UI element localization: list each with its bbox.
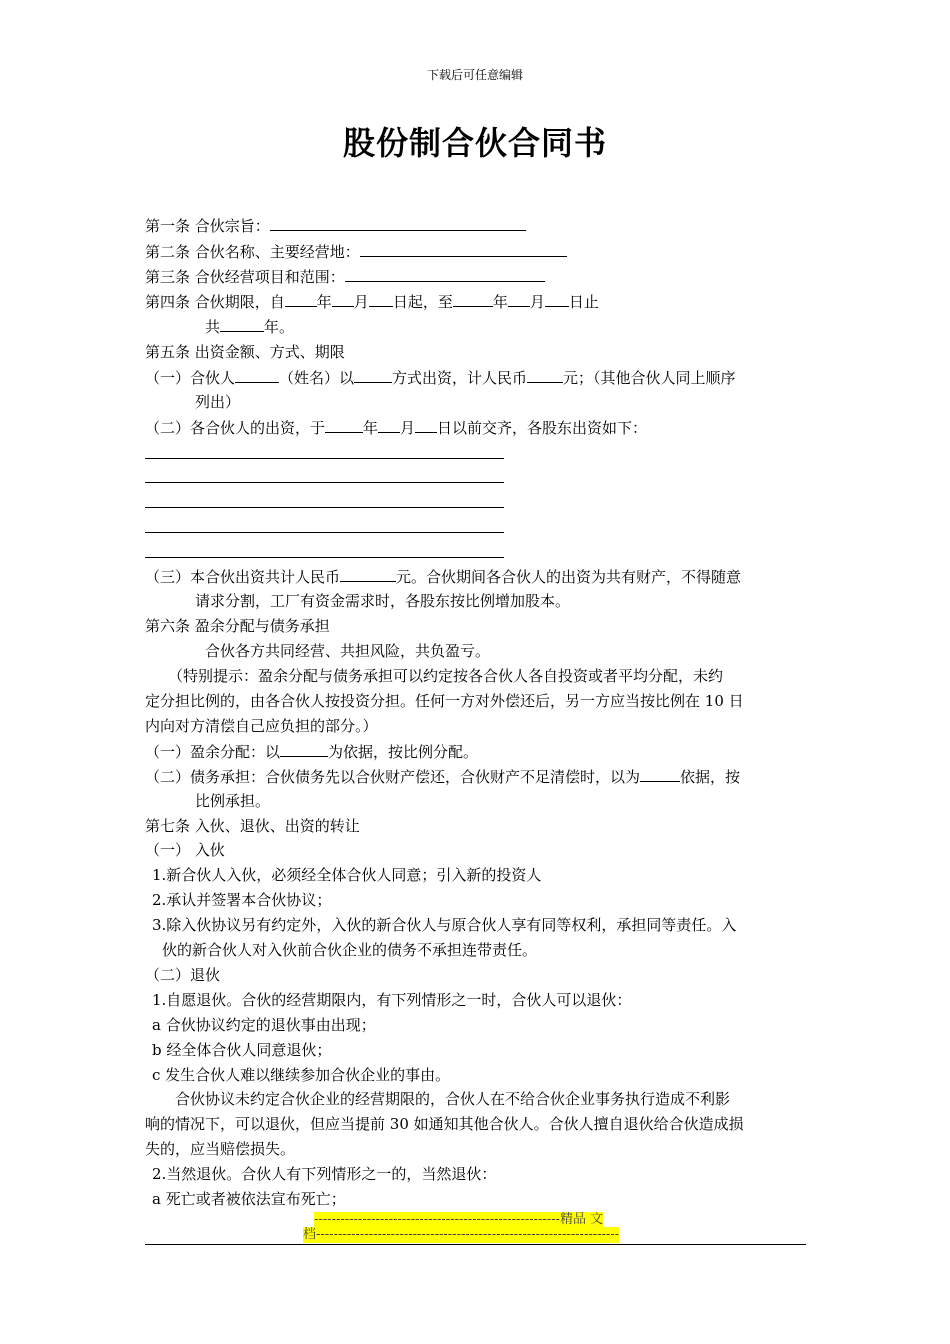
blank-field [285, 291, 317, 307]
text: 月 [400, 419, 416, 437]
list-item: 3.除入伙协议另有约定外，入伙的新合伙人与原合伙人享有同等权利，承担同等责任。入 [152, 916, 737, 934]
blank-field [345, 266, 545, 282]
text: 为依据，按比例分配。 [328, 743, 479, 761]
paragraph: 合伙协议未约定合伙企业的经营期限的，合伙人在不给合伙企业事务执行造成不利影 [175, 1090, 731, 1108]
text: 日止 [568, 293, 599, 311]
page-header: 下载后可任意编辑 [426, 68, 523, 82]
fill-line [145, 458, 504, 459]
text: 元。合伙期间各合伙人的出资为共有财产，不得随意 [396, 568, 742, 586]
text: （姓名）以 [279, 369, 355, 387]
footer-divider [145, 1244, 806, 1245]
article-5-item-2 [145, 417, 647, 438]
blank-field [640, 766, 680, 782]
list-item: a 合伙协议约定的退伙事由出现； [152, 1016, 376, 1034]
blank-field [369, 291, 393, 307]
list-item: 2.承认并签署本合伙协议； [152, 891, 332, 909]
article-3-text: 第三条 合伙经营项目和范围： [145, 268, 345, 286]
blank-field [415, 417, 437, 433]
footer-watermark-line-2: 档--------------------------------------------------------------------- [303, 1227, 620, 1242]
article-7: 第七条 入伙、退伙、出资的转让 [145, 817, 360, 835]
list-item: 1.自愿退伙。合伙的经营期限内，有下列情形之一时，合伙人可以退伙： [152, 991, 632, 1009]
text: 日起，至 [392, 293, 453, 311]
text: 第四条 合伙期限，自 [145, 293, 285, 311]
article-3 [145, 266, 545, 287]
blank-field [325, 417, 363, 433]
article-6-para: 合伙各方共同经营、共担风险，共负盈亏。 [205, 642, 491, 660]
text: 月 [353, 293, 369, 311]
fill-line [145, 557, 504, 558]
blank-field [360, 241, 567, 257]
text: 年 [363, 419, 379, 437]
text: （一）合伙人 [145, 369, 236, 387]
footer-watermark-line-1: --------------------------------------------------------精品 文 [314, 1212, 604, 1227]
article-5: 第五条 出资金额、方式、期限 [145, 343, 345, 361]
article-6-item-2 [145, 766, 740, 787]
text: （三）本合伙出资共计人民币 [145, 568, 341, 586]
blank-field [527, 367, 563, 383]
list-item: b 经全体合伙人同意退伙； [152, 1041, 332, 1059]
fill-line [145, 482, 504, 483]
article-4-total [205, 316, 294, 337]
text: 年。 [264, 318, 295, 336]
list-item: 1.新合伙人入伙，必须经全体合伙人同意；引入新的投资人 [152, 866, 542, 884]
blank-field [220, 316, 264, 332]
text: 方式出资，计人民币 [392, 369, 528, 387]
blank-field [235, 367, 279, 383]
blank-field [354, 367, 392, 383]
article-6: 第六条 盈余分配与债务承担 [145, 617, 330, 635]
blank-field [545, 291, 569, 307]
article-6-note: 定分担比例的，由各合伙人按投资分担。任何一方对外偿还后，另一方应当按比例在 10 日 [145, 692, 744, 710]
fill-line [145, 507, 504, 508]
article-5-item-3-cont: 请求分割，工厂有资金需求时，各股东按比例增加股本。 [195, 592, 571, 610]
blank-field [453, 291, 493, 307]
text: 月 [529, 293, 545, 311]
blank-field [270, 215, 526, 231]
list-item-cont: 伙的新合伙人对入伙前合伙企业的债务不承担连带责任。 [162, 941, 538, 959]
fill-line [145, 532, 504, 533]
blank-field [378, 417, 400, 433]
text: （二）债务承担：合伙债务先以合伙财产偿还，合伙财产不足清偿时，以为 [145, 768, 641, 786]
article-2-text: 第二条 合伙名称、主要经营地： [145, 243, 360, 261]
article-7-section-1: （一） 入伙 [145, 841, 225, 859]
article-1 [145, 215, 526, 236]
article-2 [145, 241, 567, 262]
list-item: c 发生合伙人难以继续参加合伙企业的事由。 [152, 1066, 451, 1084]
list-item: 2.当然退伙。合伙人有下列情形之一的，当然退伙： [152, 1165, 497, 1183]
article-5-item-1-cont: 列出） [195, 393, 241, 411]
text: 共 [205, 318, 221, 336]
document-title: 股份制合伙合同书 [342, 124, 607, 162]
text: 年 [316, 293, 332, 311]
list-item: a 死亡或者被依法宣布死亡； [152, 1190, 346, 1208]
blank-field [332, 291, 354, 307]
article-1-text: 第一条 合伙宗旨： [145, 217, 270, 235]
article-6-item-1 [145, 741, 478, 762]
text: （二）各合伙人的出资，于 [145, 419, 326, 437]
paragraph: 失的，应当赔偿损失。 [145, 1140, 296, 1158]
blank-field [280, 741, 328, 757]
article-6-item-2-cont: 比例承担。 [195, 792, 271, 810]
paragraph: 响的情况下，可以退伙，但应当提前 30 如通知其他合伙人。合伙人擅自退伙给合伙造成损 [145, 1115, 744, 1133]
article-7-section-2: （二）退伙 [145, 966, 221, 984]
text: 日以前交齐，各股东出资如下： [437, 419, 648, 437]
text: 年 [492, 293, 508, 311]
article-4 [145, 291, 599, 312]
article-6-note: （特别提示：盈余分配与债务承担可以约定按各合伙人各自投资或者平均分配，未约 [168, 667, 724, 685]
article-6-note: 内向对方清偿自己应负担的部分。） [145, 717, 378, 735]
text: （一）盈余分配：以 [145, 743, 281, 761]
blank-field [508, 291, 530, 307]
text: 元；（其他合伙人同上顺序 [563, 369, 736, 387]
article-5-item-3 [145, 566, 741, 587]
text: 依据，按 [680, 768, 741, 786]
article-5-item-1 [145, 367, 736, 388]
blank-field [340, 566, 396, 582]
